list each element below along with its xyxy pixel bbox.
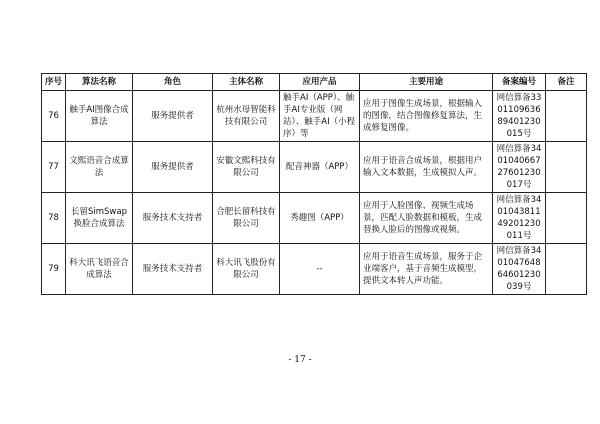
header-algorithm: 算法名称 (66, 74, 133, 91)
algorithm-registry-table (41, 73, 587, 295)
table-row (42, 91, 587, 142)
header-role: 角色 (133, 74, 213, 91)
cell-role: 服务技术支持者 (133, 244, 213, 295)
cell-index: 78 (42, 193, 66, 244)
cell-remark (546, 244, 587, 295)
header-usage: 主要用途 (360, 74, 493, 91)
header-filing: 备案编号 (493, 74, 546, 91)
cell-filing: 网信算备340104066727601230017号 (493, 142, 546, 193)
cell-entity: 合肥长留科技有限公司 (213, 193, 280, 244)
table-header-row (42, 74, 587, 91)
header-index: 序号 (42, 74, 66, 91)
table-row (42, 244, 587, 295)
table-row (42, 193, 587, 244)
cell-remark (546, 142, 587, 193)
cell-algorithm: 长留SimSwap换脸合成算法 (66, 193, 133, 244)
page-number: - 17 - (288, 355, 312, 365)
cell-entity: 杭州水母智能科技有限公司 (213, 91, 280, 142)
cell-product: 触手AI（APP）、触手AI专业版（网站）、触手AI（小程序）等 (280, 91, 360, 142)
cell-role: 服务提供者 (133, 91, 213, 142)
cell-algorithm: 触手AI图像合成算法 (66, 91, 133, 142)
cell-usage: 应用于人脸图像、视频生成场景，匹配人脸数据和模板，生成替换人脸后的图像或视频。 (360, 193, 493, 244)
table-row (42, 142, 587, 193)
cell-product: 秀趣图（APP） (280, 193, 360, 244)
cell-usage: 应用于图像生成场景，根据输入的图像，结合图像修复算法，生成修复图像。 (360, 91, 493, 142)
cell-index: 79 (42, 244, 66, 295)
cell-entity: 科大讯飞股份有限公司 (213, 244, 280, 295)
cell-usage: 应用于语音合成场景，根据用户输入文本数据，生成模拟人声。 (360, 142, 493, 193)
cell-usage: 应用于语音生成场景，服务于企业端客户，基于音频生成模型，提供文本转人声功能。 (360, 244, 493, 295)
cell-role: 服务技术支持者 (133, 193, 213, 244)
cell-index: 76 (42, 91, 66, 142)
header-product: 应用产品 (280, 74, 360, 91)
cell-algorithm: 文熙语音合成算法 (66, 142, 133, 193)
cell-remark (546, 193, 587, 244)
cell-index: 77 (42, 142, 66, 193)
cell-filing: 网信算备340104381149201230011号 (493, 193, 546, 244)
cell-product: -- (280, 244, 360, 295)
cell-filing: 网信算备340104764864601230039号 (493, 244, 546, 295)
cell-product: 配音神器（APP） (280, 142, 360, 193)
cell-filing: 网信算备330110963689401230015号 (493, 91, 546, 142)
cell-entity: 安徽文熙科技有限公司 (213, 142, 280, 193)
cell-remark (546, 91, 587, 142)
cell-algorithm: 科大讯飞语音合成算法 (66, 244, 133, 295)
cell-role: 服务提供者 (133, 142, 213, 193)
header-remark: 备注 (546, 74, 587, 91)
header-entity: 主体名称 (213, 74, 280, 91)
